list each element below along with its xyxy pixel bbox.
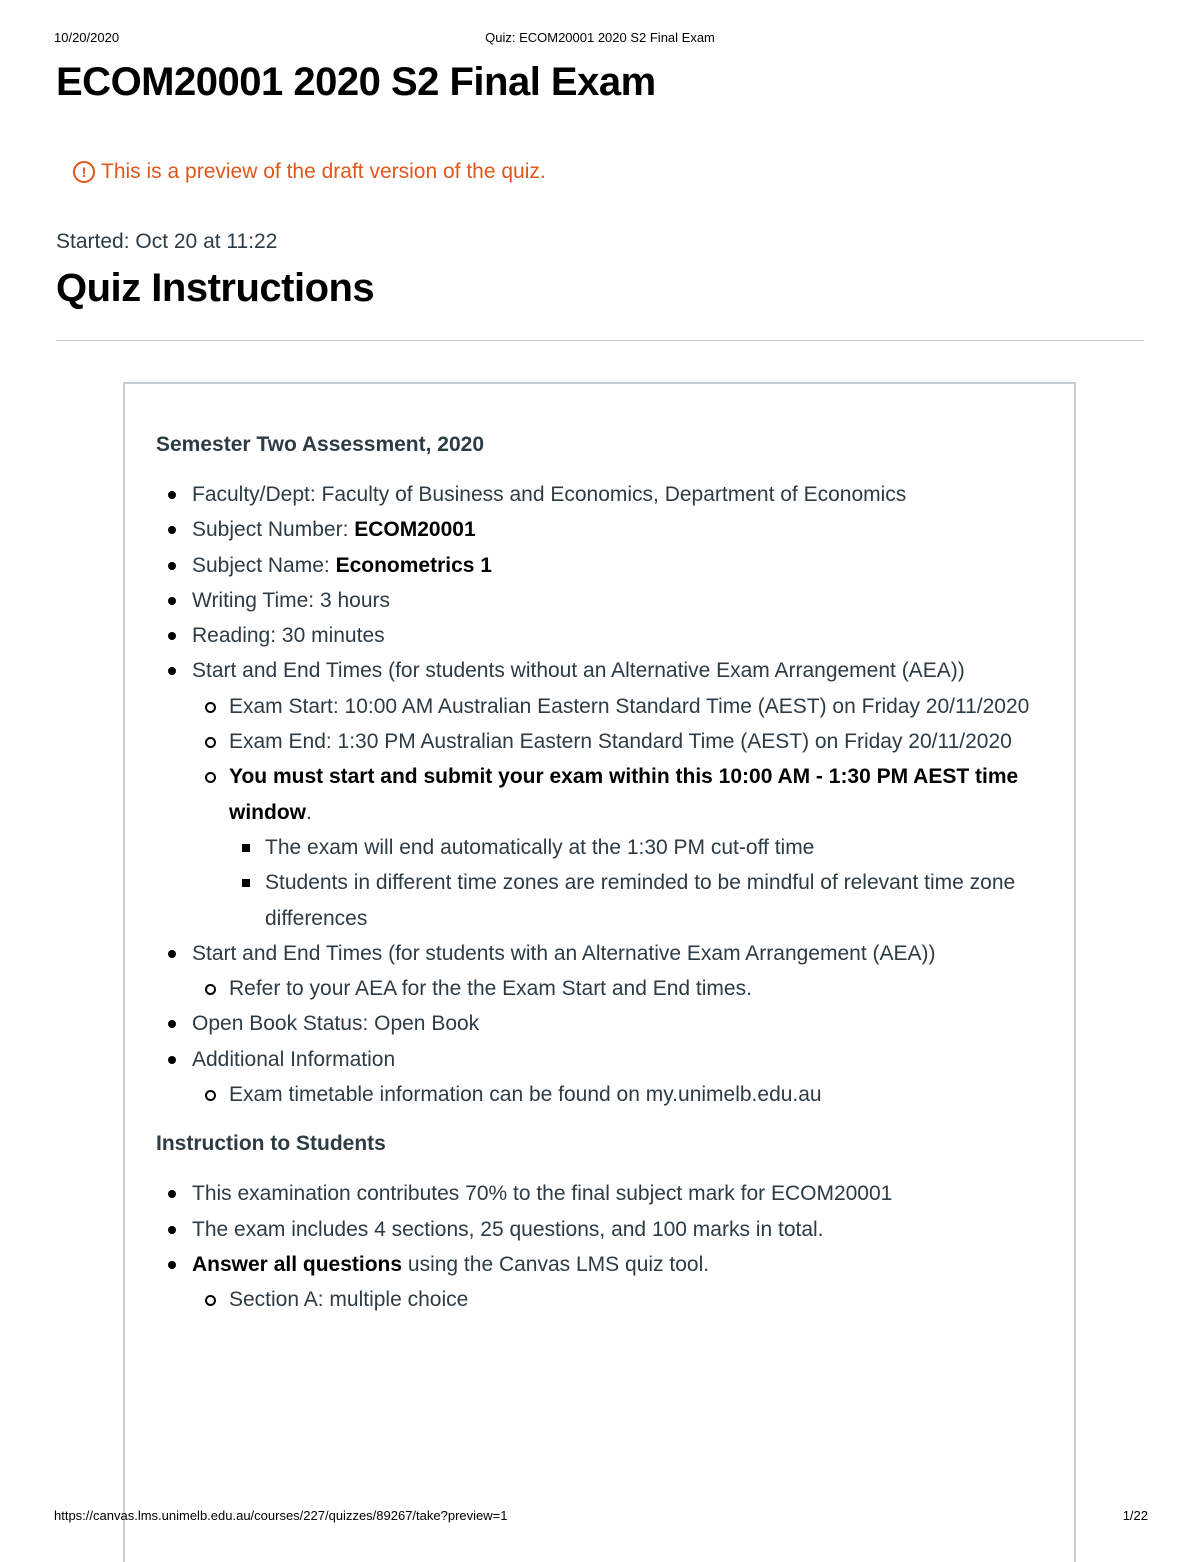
open-book-text: Open Book Status: Open Book bbox=[192, 1012, 480, 1036]
time-window-period: . bbox=[306, 800, 312, 824]
quiz-title: ECOM20001 2020 S2 Final Exam bbox=[56, 60, 656, 104]
warning-circle-icon: ! bbox=[73, 161, 95, 183]
sections-sublist bbox=[192, 1282, 1034, 1317]
students-list bbox=[156, 1176, 1034, 1317]
list-item bbox=[192, 1212, 1034, 1247]
list-item bbox=[229, 1282, 1034, 1317]
instructions-content bbox=[156, 431, 1034, 1336]
list-item bbox=[229, 971, 1034, 1006]
preview-notice bbox=[73, 160, 546, 184]
times-aea-text: Start and End Times (for students with an Alternative Exam Arrangement (AEA)) bbox=[192, 941, 936, 965]
timetable-text: Exam timetable information can be found on my.unimelb.edu.au bbox=[229, 1083, 822, 1107]
list-item bbox=[192, 936, 1034, 1007]
additional-info-text: Additional Information bbox=[192, 1047, 396, 1071]
divider bbox=[56, 340, 1144, 341]
auto-end-text: The exam will end automatically at the 1:30 PM cut-off time bbox=[265, 835, 815, 859]
assessment-heading: Semester Two Assessment, 2020 bbox=[156, 433, 485, 456]
print-footer-page-number: 1/22 bbox=[1122, 1508, 1148, 1523]
answer-all-text: Answer all questions bbox=[192, 1252, 403, 1276]
times-no-aea-text: Start and End Times (for students without an Alternative Exam Arrangement (AEA)) bbox=[192, 659, 965, 683]
assessment-list bbox=[156, 477, 1034, 1112]
list-item bbox=[192, 1042, 1034, 1113]
list-item bbox=[229, 1077, 1034, 1112]
time-zones-text: Students in different time zones are reminded to be mindful of relevant time zone differences bbox=[265, 871, 1016, 930]
subject-name-value: Econometrics 1 bbox=[335, 553, 492, 577]
list-item bbox=[192, 1176, 1034, 1211]
answer-rest-text: using the Canvas LMS quiz tool. bbox=[402, 1252, 710, 1276]
list-item bbox=[192, 477, 1034, 512]
includes-text: The exam includes 4 sections, 25 questions, and 100 marks in total. bbox=[192, 1217, 824, 1241]
instructions-box bbox=[123, 382, 1076, 1562]
quiz-instructions-heading: Quiz Instructions bbox=[56, 266, 375, 310]
exam-end-text: Exam End: 1:30 PM Australian Eastern Standard Time (AEST) on Friday 20/11/2020 bbox=[229, 730, 1012, 754]
list-item bbox=[192, 548, 1034, 583]
list-item bbox=[265, 865, 1034, 936]
subject-name-label: Subject Name: bbox=[192, 553, 336, 577]
list-item bbox=[229, 759, 1034, 935]
refer-aea-text: Refer to your AEA for the the Exam Start and End times. bbox=[229, 977, 752, 1001]
section-a-text: Section A: multiple choice bbox=[229, 1288, 469, 1312]
list-item bbox=[192, 512, 1034, 547]
contributes-text: This examination contributes 70% to the final subject mark for ECOM20001 bbox=[192, 1182, 893, 1206]
print-footer-url: https://canvas.lms.unimelb.edu.au/courses/227/quizzes/89267/take?preview=1 bbox=[54, 1508, 508, 1523]
times-no-aea-sublist bbox=[192, 689, 1034, 936]
faculty-text: Faculty/Dept: Faculty of Business and Economics, Department of Economics bbox=[192, 483, 907, 506]
time-window-sublist bbox=[229, 830, 1034, 936]
writing-time-text: Writing Time: 3 hours bbox=[192, 588, 391, 612]
preview-notice-text: This is a preview of the draft version of the quiz. bbox=[101, 160, 546, 183]
exam-start-text: Exam Start: 10:00 AM Australian Eastern Standard Time (AEST) on Friday 20/11/2020 bbox=[229, 694, 1030, 718]
reading-time-text: Reading: 30 minutes bbox=[192, 624, 385, 648]
students-heading: Instruction to Students bbox=[156, 1132, 386, 1156]
list-item bbox=[265, 830, 1034, 865]
additional-info-sublist bbox=[192, 1077, 1034, 1112]
list-item bbox=[229, 689, 1034, 724]
print-header-title: Quiz: ECOM20001 2020 S2 Final Exam bbox=[485, 30, 715, 45]
times-aea-sublist bbox=[192, 971, 1034, 1006]
list-item bbox=[229, 724, 1034, 759]
list-item bbox=[192, 1247, 1034, 1318]
subject-number-label: Subject Number: bbox=[192, 518, 355, 542]
list-item bbox=[192, 653, 1034, 935]
print-header-date: 10/20/2020 bbox=[54, 30, 120, 45]
list-item bbox=[192, 618, 1034, 653]
list-item bbox=[192, 583, 1034, 618]
list-item bbox=[192, 1006, 1034, 1041]
subject-number-value: ECOM20001 bbox=[354, 518, 476, 542]
time-window-text: You must start and submit your exam within this 10:00 AM - 1:30 PM AEST time window bbox=[229, 765, 1019, 824]
started-timestamp: Started: Oct 20 at 11:22 bbox=[56, 230, 278, 253]
